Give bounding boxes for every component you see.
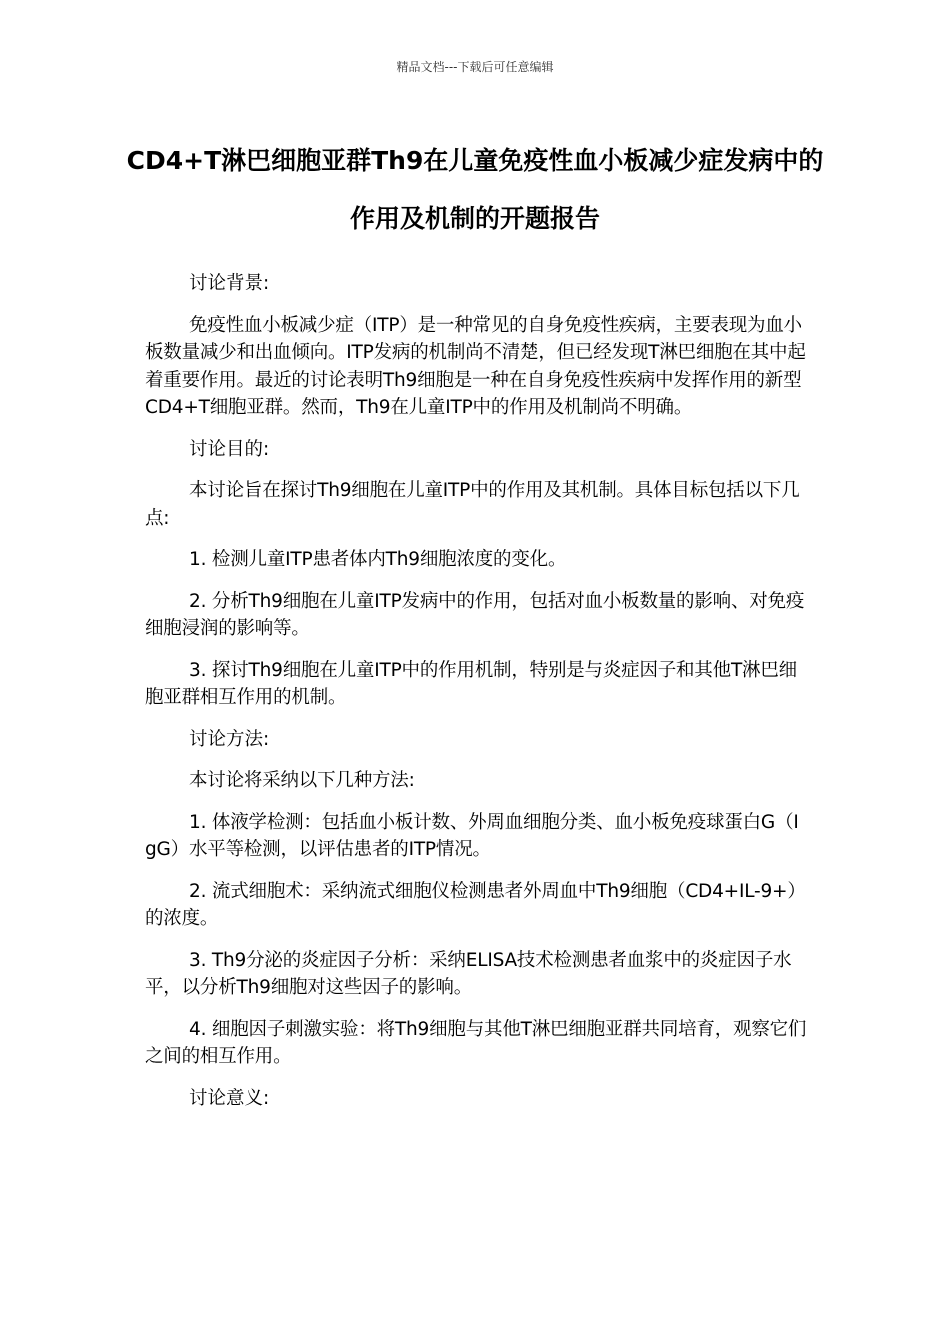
methods-heading: 讨论方法: bbox=[189, 728, 270, 750]
methods-item: 4. 细胞因子刺激实验：将Th9细胞与其他T淋巴细胞亚群共同培育，观察它们之间的相互作用。 bbox=[145, 1018, 807, 1067]
purpose-item: 1. 检测儿童ITP患者体内Th9细胞浓度的变化。 bbox=[189, 549, 567, 570]
header-note: 精品文档---下载后可任意编辑 bbox=[396, 60, 554, 74]
methods-item: 2. 流式细胞术：采纳流式细胞仪检测患者外周血中Th9细胞（CD4+IL-9+）的浓度。 bbox=[145, 880, 806, 929]
purpose-item: 3. 探讨Th9细胞在儿童ITP中的作用机制，特别是与炎症因子和其他T淋巴细胞亚群相互作用的机制。 bbox=[145, 659, 797, 708]
document-body bbox=[145, 270, 810, 1126]
purpose-item: 2. 分析Th9细胞在儿童ITP发病中的作用，包括对血小板数量的影响、对免疫细胞浸润的影响等。 bbox=[145, 590, 805, 639]
methods-intro: 本讨论将采纳以下几种方法: bbox=[189, 770, 415, 791]
background-heading: 讨论背景: bbox=[189, 273, 270, 294]
significance-heading: 讨论意义: bbox=[189, 1087, 270, 1109]
background-paragraph: 免疫性血小板减少症（ITP）是一种常见的自身免疫性疾病，主要表现为血小板数量减少和出血倾向。ITP发病的机制尚不清楚，但已经发现T淋巴细胞在其中起着重要作用。最近的讨论表明Th9细胞是一种在自身免疫性疾病中发挥作用的新型CD4+T细胞亚群。然而，Th9在儿童ITP中的作用及机制尚不明确。 bbox=[145, 314, 806, 418]
document-title: CD4+T淋巴细胞亚群Th9在儿童免疫性血小板减少症发病中的作用及机制的开题报告 bbox=[126, 146, 824, 233]
methods-item: 3. Th9分泌的炎症因子分析：采纳ELISA技术检测患者血浆中的炎症因子水平，以分析Th9细胞对这些因子的影响。 bbox=[145, 949, 792, 998]
methods-item: 1. 体液学检测：包括血小板计数、外周血细胞分类、血小板免疫球蛋白G（IgG）水平等检测，以评估患者的ITP情况。 bbox=[145, 811, 799, 860]
purpose-intro: 本讨论旨在探讨Th9细胞在儿童ITP中的作用及其机制。具体目标包括以下几点: bbox=[145, 480, 800, 529]
purpose-heading: 讨论目的: bbox=[189, 438, 270, 460]
